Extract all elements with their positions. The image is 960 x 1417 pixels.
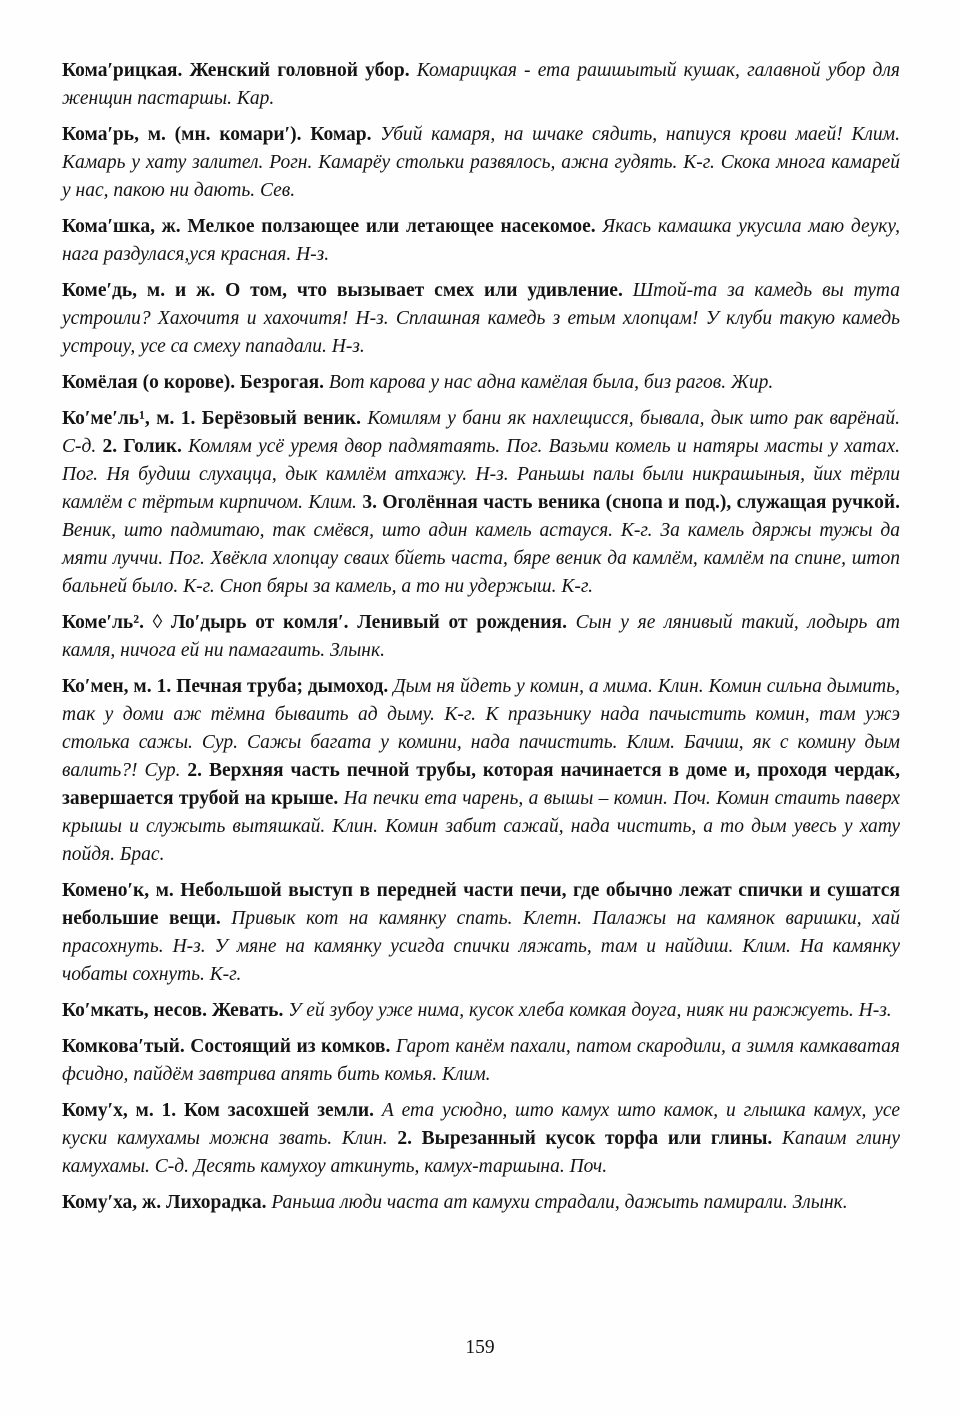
entry-quote-text: Привык кот на камянку спать. Клетн. Палажы на камянок варишки, хай прасохнуть. Н-з. У мяне на камянку усигда спички ляжать, там и найдиш. Клим. На камянку чобаты сохнуть. К-г. <box>62 908 900 985</box>
dictionary-entry <box>62 213 900 269</box>
entry-quote-text: Комарицкая - ета рашшытый кушак, галавной убор для женщин пастаршы. Кар. <box>62 60 900 109</box>
page-footer <box>0 1334 960 1362</box>
entry-headword-text: Комено′к, м. Небольшой выступ в передней части печи, где обычно лежат спички и сушатся небольшие вещи. <box>62 880 900 929</box>
entry-headword-text: Коме′дь, м. и ж. О том, что вызывает смех или удивление. <box>62 280 633 301</box>
entry-quote-text: Гарот канём пахали, патом скародили, а зимля камкаватая фсидно, пайдём завтрива апять бить комья. Клим. <box>62 1036 901 1085</box>
entry-headword-text: Комкова′тый. Состоящий из комков. <box>62 1036 396 1057</box>
entry-headword-text: Ко′ме′ль¹, м. 1. Берёзовый веник. <box>62 408 368 429</box>
dictionary-entry <box>62 405 900 601</box>
dictionary-entry <box>62 997 900 1025</box>
entry-quote-text: Убий камаря, на шчаке сядить, напиуся крови маей! Клим. Камарь у хату залител. Рогн. Камарёу стольки развялось, ажна гудять. К-г. Скока многа камарей у нас, пакою ни дають. Сев. <box>62 124 900 201</box>
entry-quote-text: А ета усюдно, што камух што камок, и глышка камух, усе куски камухамы можна звать. Клин. <box>62 1100 900 1149</box>
entry-quote-text: На печки ета чарень, а вышы – комин. Поч. Комин стаить паверх крышы и служыть вытяшкай. Клин. Комин забит сажай, нада чистить, а то дым увесь у хату пойдя. Брас. <box>62 788 900 865</box>
entry-quote-text: Комлям усё уремя двор падмятаять. Пог. Вазьми комель и натяры масты у хатах. Пог. Ня будиш слухацца, дык камлём атхажу. Н-з. Раньшы палы были никрашыныя, йих тёрли камлём с тёртым кирпичом. Клим. <box>62 436 900 513</box>
entry-quote-text: Комилям у бани як нахлещисся, бывала, дык што рак варёнай. С-д. <box>62 408 901 457</box>
dictionary-entry <box>62 57 900 113</box>
dictionary-entry <box>62 277 900 361</box>
entry-headword-text: Ко′мкать, несов. Жевать. <box>62 1000 289 1021</box>
entry-headword-text: 3. Оголённая часть веника (снопа и под.), служащая ручкой. <box>362 492 900 513</box>
entry-quote-text: Вот карова у нас адна камёлая была, биз рагов. Жир. <box>328 372 774 393</box>
dictionary-entry <box>62 1033 900 1089</box>
entry-quote-text: Штой-та за камедь вы тута устроили? Хахочитя и хахочитя! Н-з. Сплашная камедь з етым хлопцам! У клуби такую камедь устроиу, усе са смеху пападали. Н-з. <box>62 280 900 357</box>
entry-quote-text: Якась камашка укусила маю деуку, нага раздулася,уся красная. Н-з. <box>62 216 900 265</box>
entry-headword-text: 2. Верхняя часть печной трубы, которая начинается в доме и, проходя чердак, завершается трубой на крыше. <box>62 760 900 809</box>
entry-quote-text: Сын у яе лянивый такий, лодырь ат камля, ничога ей ни памагаить. Злынк. <box>62 612 900 661</box>
dictionary-entry <box>62 1097 900 1181</box>
entry-headword-text: Коме′ль². ◊ Ло′дырь от комля′. Ленивый от рождения. <box>62 612 576 633</box>
page-number: 159 <box>465 1337 495 1358</box>
dictionary-entry <box>62 369 900 397</box>
dictionary-entry <box>62 609 900 665</box>
entry-quote-text: Капаим глину камухамы. С-д. Десять камухоу аткинуть, камух-таршына. Поч. <box>62 1128 901 1177</box>
entries-list <box>62 57 900 1225</box>
entry-quote-text: У ей зубоу уже нима, кусок хлеба комкая доуга, нияк ни ражжуеть. Н-з. <box>288 1000 892 1021</box>
entry-quote-text: Раньша люди часта ат камухи страдали, дажыть памирали. Злынк. <box>271 1192 848 1213</box>
dictionary-entry <box>62 121 900 205</box>
entry-headword-text: Кома′шка, ж. Мелкое ползающее или летающее насекомое. <box>62 216 603 237</box>
entry-headword-text: Кому′х, м. 1. Ком засохшей земли. <box>62 1100 382 1121</box>
dictionary-entry <box>62 1189 900 1217</box>
entry-quote-text: Дым ня йдеть у комин, а мима. Клин. Комин сильна дымить, так у доми аж тёмна бываить ад дыму. К-г. К празьнику нада пачыстить комин, там ужэ столька сажы. Сур. Сажы багата у комини, нада пачистить. Клим. Бачиш, як с комину дым валить?! Сур. <box>62 676 900 781</box>
dictionary-entry <box>62 877 900 989</box>
entry-headword-text: Кома′рицкая. Женский головной убор. <box>62 60 417 81</box>
entry-headword-text: Ко′мен, м. 1. Печная труба; дымоход. <box>62 676 394 697</box>
dictionary-entry <box>62 673 900 869</box>
entry-headword-text: Комёлая (о корове). Безрогая. <box>62 372 329 393</box>
entry-headword-text: 2. Голик. <box>102 436 189 457</box>
entry-headword-text: 2. Вырезанный кусок торфа или глины. <box>397 1128 782 1149</box>
entry-headword-text: Кома′рь, м. (мн. комари′). Комар. <box>62 124 381 145</box>
entry-quote-text: Веник, што падмитаю, так смёвся, што адин камель астауся. К-г. За камель дяржы тужы да мяти луччи. Пог. Хвёкла хлопцау сваих бйеть часта, бяре веник да камлём, камлём па спине, штоп бальней было. К-г. Сноп бяры за камель, а то ни удержыш. К-г. <box>62 520 900 597</box>
entry-headword-text: Кому′ха, ж. Лихорадка. <box>62 1192 272 1213</box>
